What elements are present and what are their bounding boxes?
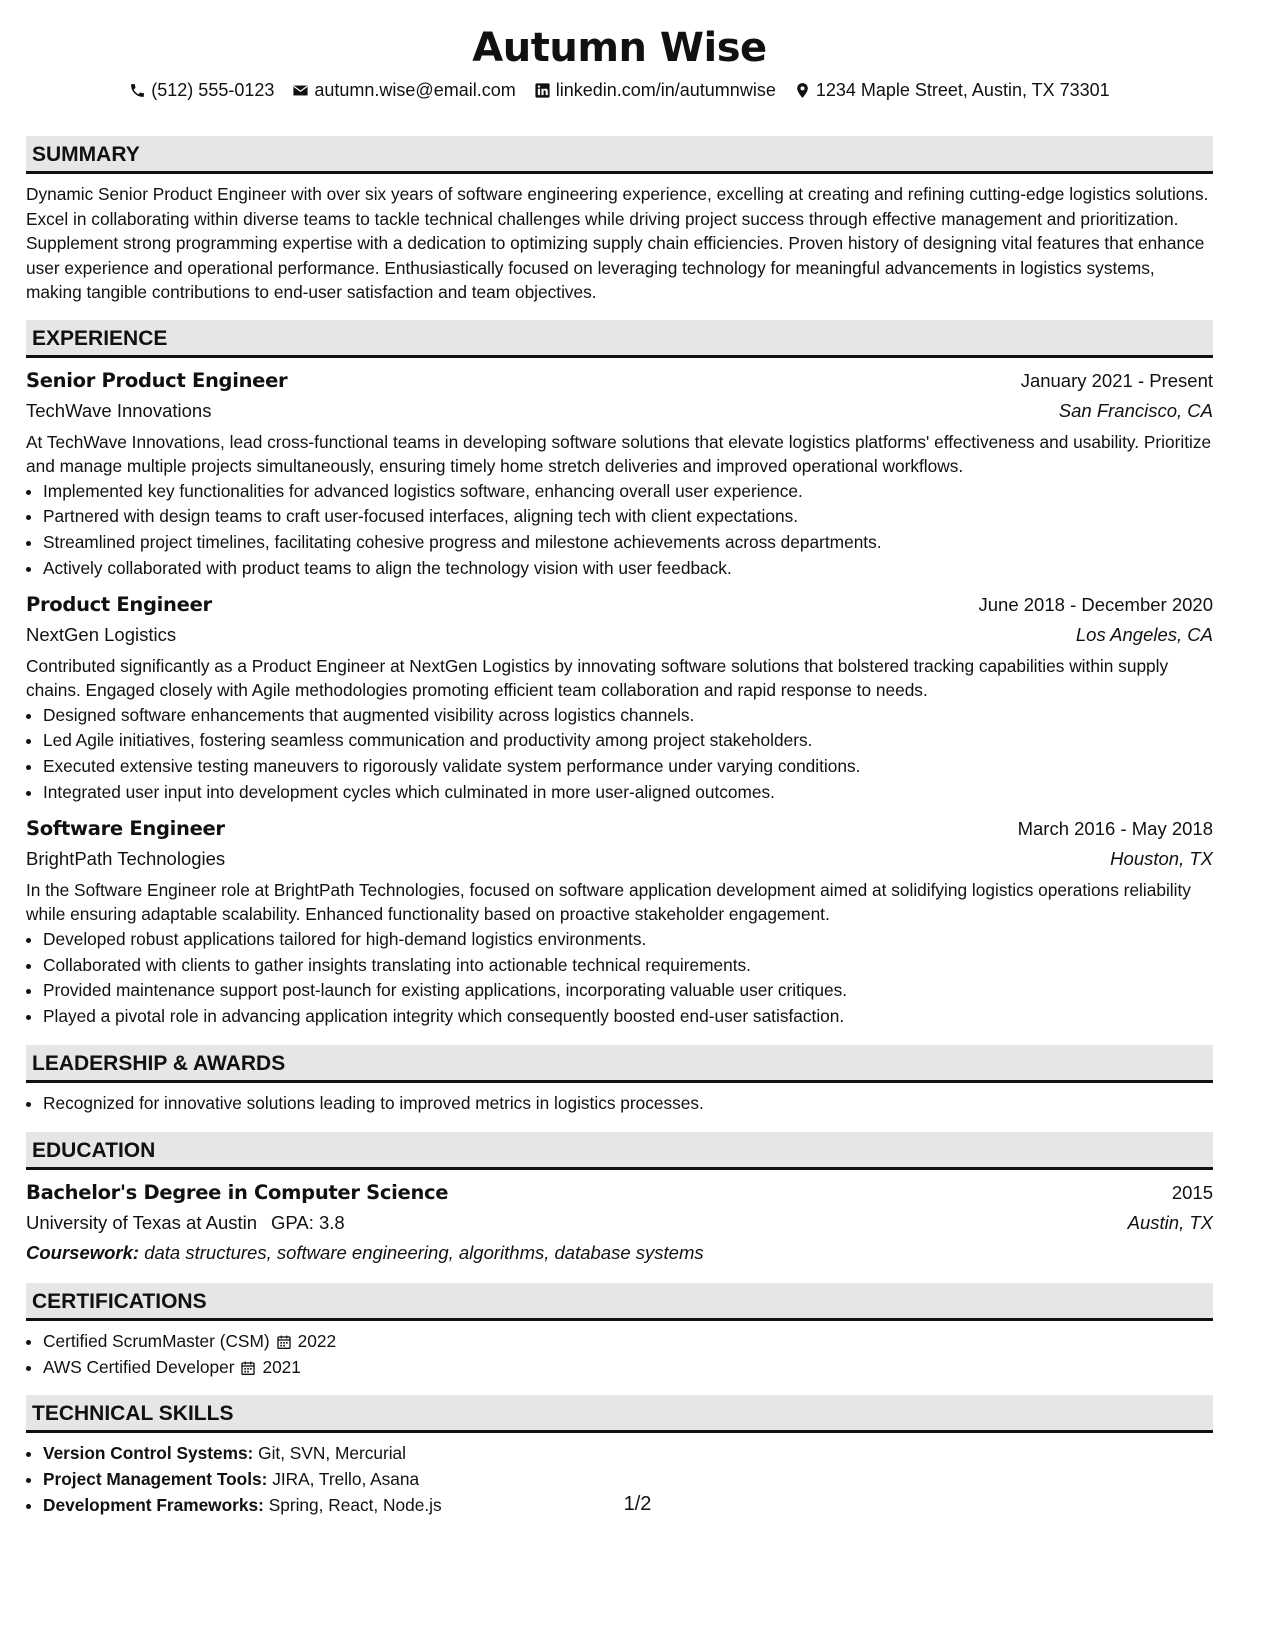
list-item: • Designed software enhancements that augmented visibility across logistics channels. xyxy=(43,703,1213,729)
list-item: • Integrated user input into development cycles which culminated in more user-aligned outcomes. xyxy=(43,780,1213,806)
job-title: Product Engineer xyxy=(26,592,212,616)
phone-icon xyxy=(129,82,146,99)
summary-heading: SUMMARY xyxy=(26,136,1213,174)
list-item: • Collaborated with clients to gather insights translating into actionable technical requirements. xyxy=(43,953,1213,979)
linkedin-link[interactable]: linkedin.com/in/autumnwise xyxy=(555,80,776,100)
job-location: San Francisco, CA xyxy=(1058,399,1213,421)
job-description: At TechWave Innovations, lead cross-functional teams in developing software solutions that elevate logistics platforms' effectiveness and usability. Prioritize and manage multiple projects simultaneously, ensuring timely home stretch deliveries and improved operational workflows. xyxy=(26,431,1212,476)
certification-list xyxy=(26,1329,1213,1381)
gpa: GPA: 3.8 xyxy=(271,1211,345,1233)
candidate-name: Autumn Wise xyxy=(472,25,767,71)
linkedin-icon xyxy=(534,82,551,99)
job-bullets xyxy=(26,927,1213,1030)
education-heading: EDUCATION xyxy=(26,1132,1213,1170)
skill-category: Development Frameworks: xyxy=(43,1495,264,1516)
contact-phone xyxy=(129,78,274,102)
list-item: • Actively collaborated with product teams to align the technology vision with user feedback. xyxy=(43,556,1213,582)
map-pin-icon xyxy=(794,82,811,99)
contact-address xyxy=(794,78,1110,102)
job-description: Contributed significantly as a Product Engineer at NextGen Logistics by innovating software solutions that bolstered tracking capabilities within supply chains. Engaged closely with Agile methodologies promoting efficient team collaboration and rapid response to needs. xyxy=(26,655,1169,701)
list-item: • Streamlined project timelines, facilitating cohesive progress and milestone achievements across departments. xyxy=(43,530,1213,556)
skill-values: Git, SVN, Mercurial xyxy=(258,1443,407,1464)
graduation-year: 2015 xyxy=(1171,1181,1213,1203)
list-item: • Provided maintenance support post-launch for existing applications, incorporating valuable user critiques. xyxy=(43,978,1213,1004)
job-description: In the Software Engineer role at BrightPath Technologies, focused on software application development aimed at solidifying logistics operations reliability while ensuring adaptable scalability. Enhanced functionality based on proactive stakeholder engagement. xyxy=(26,879,1191,925)
contact-email[interactable] xyxy=(292,78,515,102)
phone-number: (512) 555-0123 xyxy=(151,80,275,100)
job-location: Los Angeles, CA xyxy=(1075,623,1213,645)
skill-category: Version Control Systems: xyxy=(43,1443,254,1464)
job-entry xyxy=(26,814,1213,1030)
job-bullets xyxy=(26,703,1213,806)
list-item: • Partnered with design teams to craft user-focused interfaces, aligning tech with client expectations. xyxy=(43,504,1213,530)
list-item xyxy=(43,1329,1213,1355)
list-item: • Implemented key functionalities for advanced logistics software, enhancing overall user experience. xyxy=(43,479,1213,505)
certification-name: • AWS Certified Developer xyxy=(43,1356,235,1377)
calendar-icon xyxy=(276,1334,292,1350)
list-item: • Executed extensive testing maneuvers to rigorously validate system performance under varying conditions. xyxy=(43,754,1213,780)
skill-category: Project Management Tools: xyxy=(43,1469,268,1490)
calendar-icon xyxy=(240,1360,256,1376)
email-link[interactable]: autumn.wise@email.com xyxy=(314,80,516,100)
list-item: • Led Agile initiatives, fostering seamless communication and productivity among project stakeholders. xyxy=(43,728,1213,754)
job-entry xyxy=(26,366,1213,582)
job-dates: January 2021 - Present xyxy=(1020,369,1213,391)
job-company: NextGen Logistics xyxy=(26,623,177,645)
coursework-list: data structures, software engineering, algorithms, database systems xyxy=(144,1241,704,1263)
certification-year: 2022 xyxy=(297,1330,337,1351)
coursework xyxy=(26,1238,1213,1268)
list-item: • Recognized for innovative solutions leading to improved metrics in logistics processes. xyxy=(43,1091,1213,1117)
contact-linkedin[interactable] xyxy=(534,78,776,102)
job-title: Software Engineer xyxy=(26,816,225,840)
coursework-label: Coursework: xyxy=(26,1241,140,1263)
job-dates: March 2016 - May 2018 xyxy=(1017,817,1213,839)
job-entry xyxy=(26,590,1213,806)
page-number: 1/2 xyxy=(623,1493,652,1515)
certification-year: 2021 xyxy=(262,1356,301,1377)
list-item xyxy=(43,1355,1213,1381)
certification-name: • Certified ScrumMaster (CSM) xyxy=(43,1330,270,1351)
job-company: TechWave Innovations xyxy=(26,399,212,421)
job-title: Senior Product Engineer xyxy=(26,368,288,392)
leadership-heading: LEADERSHIP & AWARDS xyxy=(26,1045,1213,1083)
skill-values: JIRA, Trello, Asana xyxy=(272,1469,420,1490)
job-dates: June 2018 - December 2020 xyxy=(978,593,1213,615)
job-bullets xyxy=(26,479,1213,582)
degree-title: Bachelor's Degree in Computer Science xyxy=(26,1180,449,1204)
summary-text: Dynamic Senior Product Engineer with over six years of software engineering experience, excelling at creating and refining cutting-edge logistics solutions. Excel in collaborating within diverse teams to tackle technical challenges while driving project success through effective management and prioritization. Supplement strong programming expertise with a dedication to optimizing supply chain efficiencies. Proven history of designing vital features that enhance user experience and operational performance. Enthusiastically focused on leveraging technology for meaningful advancements in logistics systems, making tangible contributions to end-user satisfaction and team objectives. xyxy=(26,184,1209,302)
skills-heading: TECHNICAL SKILLS xyxy=(26,1395,1213,1433)
list-item xyxy=(43,1467,1213,1493)
list-item xyxy=(43,1441,1213,1467)
address-text: 1234 Maple Street, Austin, TX 73301 xyxy=(815,80,1110,100)
job-company: BrightPath Technologies xyxy=(26,847,226,869)
certifications-heading: CERTIFICATIONS xyxy=(26,1283,1213,1321)
school-location: Austin, TX xyxy=(1127,1211,1213,1233)
leadership-bullets xyxy=(26,1091,1213,1117)
school-name: University of Texas at Austin xyxy=(26,1211,258,1233)
envelope-icon xyxy=(292,82,309,99)
list-item: • Developed robust applications tailored for high-demand logistics environments. xyxy=(43,927,1213,953)
list-item: • Played a pivotal role in advancing application integrity which consequently boosted end-user satisfaction. xyxy=(43,1004,1213,1030)
school-line xyxy=(26,1208,345,1238)
skill-values: Spring, React, Node.js xyxy=(268,1495,442,1516)
experience-heading: EXPERIENCE xyxy=(26,320,1213,358)
job-location: Houston, TX xyxy=(1110,847,1213,869)
contact-bar xyxy=(26,78,1213,102)
